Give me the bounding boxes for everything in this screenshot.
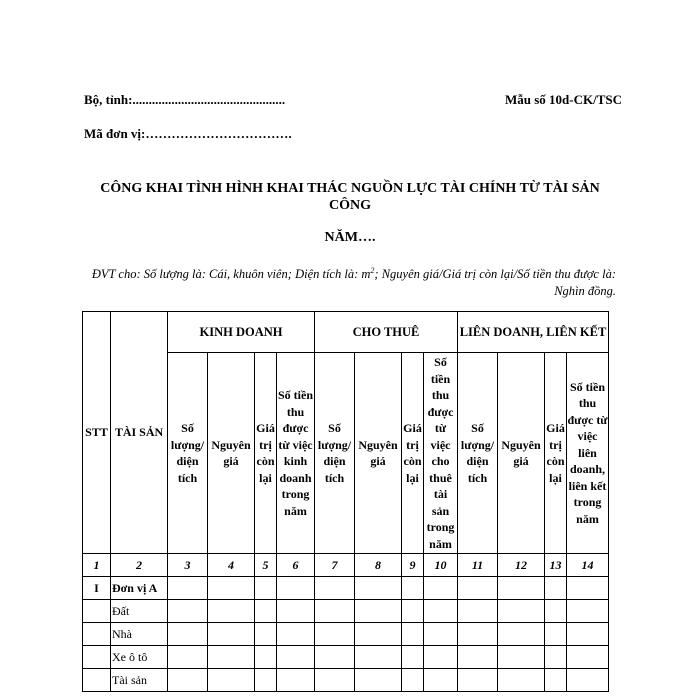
table-cell: [567, 577, 609, 600]
header-remaining-value: Giá trị còn lại: [545, 353, 567, 554]
table-cell: [424, 600, 458, 623]
table-cell: [498, 577, 545, 600]
header-original-price: Nguyên giá: [355, 353, 402, 554]
column-number-row: [83, 554, 609, 577]
document-year: NĂM….: [324, 230, 376, 245]
column-number: 5: [255, 554, 277, 577]
table-cell: [168, 669, 208, 692]
table-cell: [255, 577, 277, 600]
table-cell: [355, 577, 402, 600]
row-stt: I: [83, 577, 111, 600]
table-cell: [277, 577, 315, 600]
table-cell: [567, 646, 609, 669]
table-cell: [255, 669, 277, 692]
table-cell: [458, 577, 498, 600]
table-cell: [255, 646, 277, 669]
row-stt: [83, 646, 111, 669]
table-cell: [402, 623, 424, 646]
table-cell: [168, 577, 208, 600]
table-row: [83, 669, 609, 692]
header-revenue-business: Số tiền thu được từ việc kinh doanh trong năm: [277, 353, 315, 554]
column-number: 3: [168, 554, 208, 577]
table-cell: [355, 623, 402, 646]
table-cell: [424, 577, 458, 600]
header-stt: STT: [83, 312, 111, 554]
table-row: [83, 577, 609, 600]
table-cell: [424, 669, 458, 692]
table-cell: [458, 623, 498, 646]
table-cell: [545, 646, 567, 669]
table-cell: [208, 623, 255, 646]
table-cell: [255, 600, 277, 623]
column-number: 1: [83, 554, 111, 577]
row-stt: [83, 623, 111, 646]
row-asset-name: Xe ô tô: [111, 646, 168, 669]
table-cell: [277, 600, 315, 623]
column-number: 11: [458, 554, 498, 577]
group-joint-venture: LIÊN DOANH, LIÊN KẾT: [458, 312, 609, 353]
table-cell: [498, 600, 545, 623]
table-cell: [567, 669, 609, 692]
table-cell: [277, 669, 315, 692]
table-cell: [545, 623, 567, 646]
header-revenue-joint-venture: Số tiền thu được từ việc liên doanh, liên kết trong năm: [567, 353, 609, 554]
table-cell: [402, 646, 424, 669]
unit-note-part1: ĐVT cho: Số lượng là: Cái, khuôn viên; Diện tích là: m: [91, 267, 371, 282]
table-row: [83, 646, 609, 669]
table-cell: [277, 623, 315, 646]
table-cell: [208, 577, 255, 600]
table-cell: [458, 600, 498, 623]
table-cell: [255, 623, 277, 646]
row-asset-name: Nhà: [111, 623, 168, 646]
table-cell: [315, 669, 355, 692]
column-number: 8: [355, 554, 402, 577]
column-number: 9: [402, 554, 424, 577]
table-cell: [208, 646, 255, 669]
table-cell: [168, 646, 208, 669]
table-row: [83, 600, 609, 623]
header-quantity: Số lượng/ diện tích: [458, 353, 498, 554]
table-cell: [498, 646, 545, 669]
column-number: 12: [498, 554, 545, 577]
unit-code-label: Mã đơn vị:…………………………….: [84, 126, 292, 141]
asset-table: [82, 311, 609, 692]
table-cell: [315, 577, 355, 600]
header-remaining-value: Giá trị còn lại: [255, 353, 277, 554]
table-cell: [355, 646, 402, 669]
column-number: 14: [567, 554, 609, 577]
form-number: Mẫu số 10d-CK/TSC: [504, 92, 622, 107]
table-cell: [498, 669, 545, 692]
table-cell: [402, 577, 424, 600]
table-cell: [208, 669, 255, 692]
table-cell: [355, 600, 402, 623]
header-original-price: Nguyên giá: [498, 353, 545, 554]
row-asset-name: Đơn vị A: [111, 577, 168, 600]
header-original-price: Nguyên giá: [208, 353, 255, 554]
table-cell: [315, 623, 355, 646]
table-row: [83, 623, 609, 646]
table-cell: [168, 600, 208, 623]
table-cell: [567, 623, 609, 646]
column-number: 13: [545, 554, 567, 577]
column-number: 10: [424, 554, 458, 577]
table-cell: [402, 669, 424, 692]
group-rent: CHO THUÊ: [315, 312, 458, 353]
table-cell: [315, 600, 355, 623]
row-asset-name: Tài sản: [111, 669, 168, 692]
column-number: 4: [208, 554, 255, 577]
table-cell: [458, 646, 498, 669]
table-cell: [277, 646, 315, 669]
table-cell: [424, 623, 458, 646]
header-revenue-rent: Số tiền thu được từ việc cho thuê tài sản trong năm: [424, 353, 458, 554]
header-quantity: Số lượng/ diện tích: [168, 353, 208, 554]
header-asset: TÀI SẢN: [111, 312, 168, 554]
table-cell: [567, 600, 609, 623]
document-title: CÔNG KHAI TÌNH HÌNH KHAI THÁC NGUỒN LỰC TÀI CHÍNH TỪ TÀI SẢN CÔNG: [100, 181, 600, 213]
header-quantity: Số lượng/ diện tích: [315, 353, 355, 554]
table-cell: [402, 600, 424, 623]
table-cell: [168, 623, 208, 646]
unit-note: [84, 262, 616, 300]
column-number: 6: [277, 554, 315, 577]
table-cell: [545, 577, 567, 600]
table-cell: [355, 669, 402, 692]
column-number: 2: [111, 554, 168, 577]
table-cell: [315, 646, 355, 669]
unit-note-part2: ; Nguyên giá/Giá trị còn lại/Số tiền thu được là: Nghìn đồng.: [374, 267, 616, 299]
table-cell: [424, 646, 458, 669]
row-stt: [83, 669, 111, 692]
table-cell: [498, 623, 545, 646]
row-asset-name: Đất: [111, 600, 168, 623]
column-number: 7: [315, 554, 355, 577]
row-stt: [83, 600, 111, 623]
group-business: KINH DOANH: [168, 312, 315, 353]
header-remaining-value: Giá trị còn lại: [402, 353, 424, 554]
table-cell: [458, 669, 498, 692]
table-cell: [545, 600, 567, 623]
unit-note-superscript: 2: [370, 266, 375, 275]
table-cell: [545, 669, 567, 692]
ministry-label: Bộ, tỉnh:...............................................: [84, 92, 286, 107]
table-cell: [208, 600, 255, 623]
